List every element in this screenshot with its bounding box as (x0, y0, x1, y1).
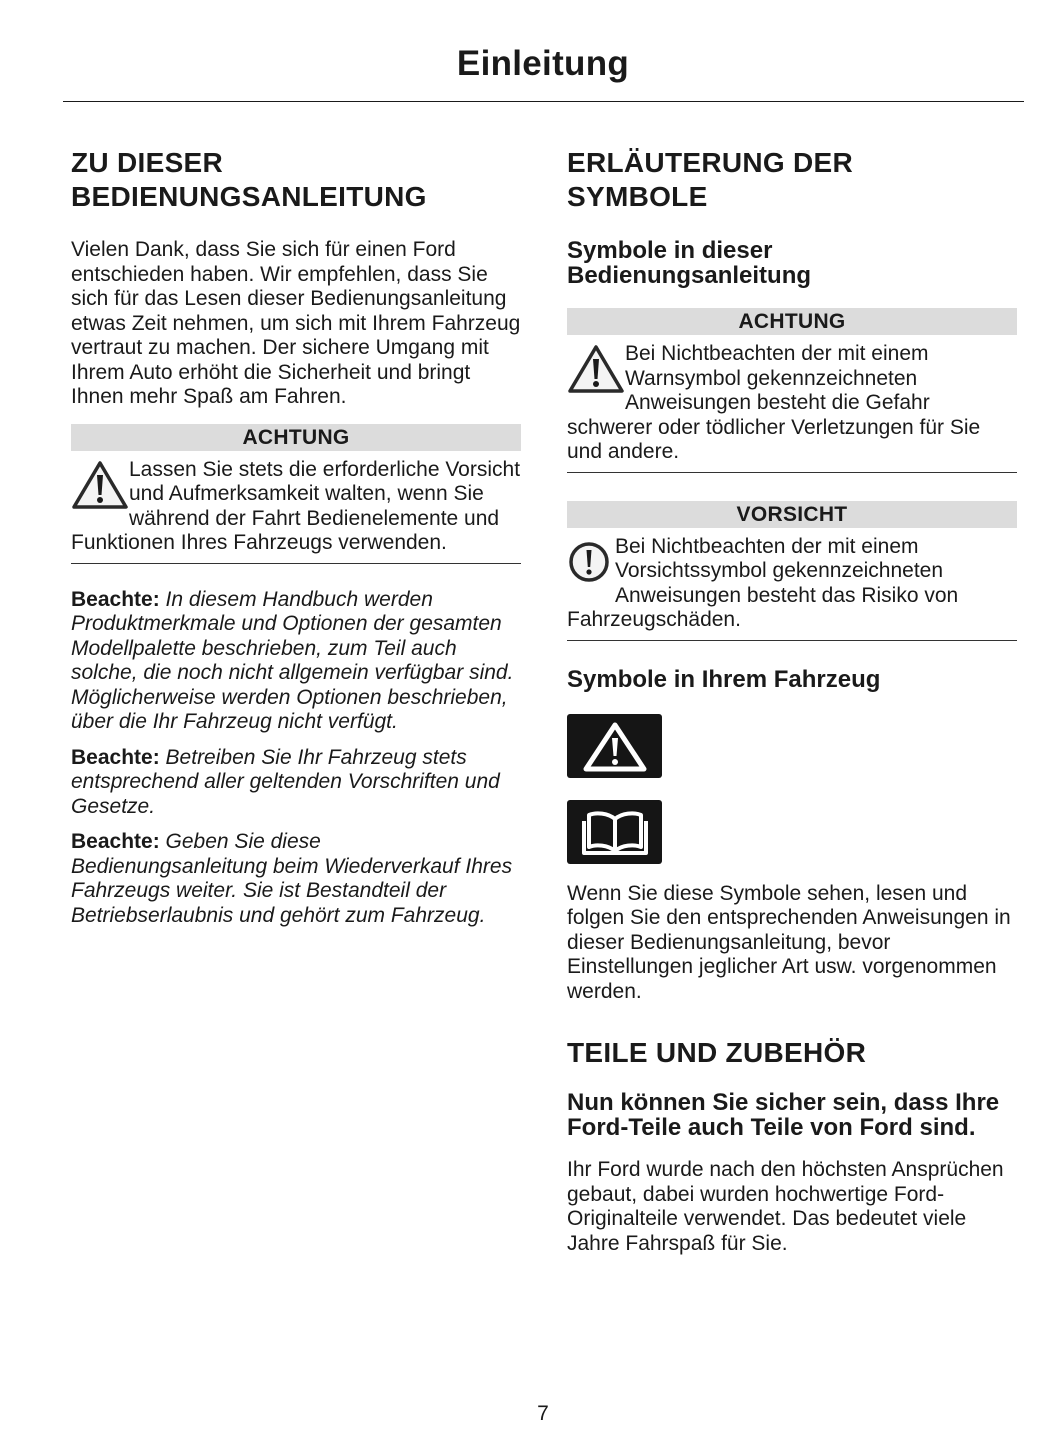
note-text: Geben Sie diese Bedienungsanleitung beim Wiederverkauf Ihres Fahrzeugs weiter. Sie ist Bestandteil der Betriebserlaubnis und gehört zum Fahrzeug. (71, 830, 513, 927)
note-label: Beachte: (71, 830, 160, 853)
title-divider (63, 101, 1024, 102)
warning-triangle-glyph-icon (580, 719, 650, 773)
vehicle-warning-triangle-icon (567, 714, 662, 778)
note-2 (71, 746, 521, 820)
caution-circle-icon (567, 540, 615, 586)
subheading-vehicle-symbols: Symbole in Ihrem Fahrzeug (567, 665, 881, 693)
warning-box-body (71, 451, 521, 564)
note-label: Beachte: (71, 587, 160, 611)
note-label: Beachte: (71, 745, 160, 769)
warning-box-label: ACHTUNG (567, 308, 1017, 335)
page-title: Einleitung (456, 44, 630, 83)
section-heading-about-manual: ZU DIESER BEDIENUNGSANLEITUNG (71, 147, 427, 212)
warning-triangle-icon (567, 343, 625, 395)
vehicle-manual-book-icon (567, 800, 662, 864)
page-number: 7 (537, 1402, 549, 1425)
note-text: Betreiben Sie Ihr Fahrzeug stets entsprechend aller geltenden Vorschriften und Gesetze. (71, 745, 500, 818)
right-column (567, 146, 1017, 1256)
subheading-manual-symbols: Symbole in dieser Bedienungsanleitung (567, 237, 812, 289)
warning-box-text: Bei Nichtbeachten der mit einem Warnsymbol gekennzeichneten Anweisungen besteht die Gefahr schwerer oder tödlicher Verletzungen für Sie und andere. (567, 342, 981, 463)
symbols-paragraph: Wenn Sie diese Symbole sehen, lesen und folgen Sie den entsprechenden Anweisungen in dieser Bedienungsanleitung, bevor Einstellungen jeglicher Art usw. vorgenommen werden. (567, 881, 1011, 1003)
parts-paragraph: Ihr Ford wurde nach den höchsten Ansprüchen gebaut, dabei wurden hochwertige Ford-Originalteile verwendet. Das bedeutet viele Jahre Fahrspaß für Sie. (567, 1158, 1004, 1255)
section-heading-symbols: ERLÄUTERUNG DER SYMBOLE (567, 147, 854, 212)
note-text: In diesem Handbuch werden Produktmerkmale und Optionen der gesamten Modellpalette beschrieben, zum Teil auch solche, die noch nicht allgemein verfügbar sind. Möglicherweise werden Optionen beschrieben, über die Ihr Fahrzeug nicht verfügt. (71, 587, 514, 733)
warning-box (71, 424, 521, 564)
warning-box-label: ACHTUNG (71, 424, 521, 451)
caution-box-body (567, 528, 1017, 641)
intro-paragraph: Vielen Dank, dass Sie sich für einen Ford entschieden haben. Wir empfehlen, dass Sie sich für das Lesen dieser Bedienungsanleitung etwas Zeit nehmen, um sich mit Ihrem Fahrzeug vertraut zu machen. Der sichere Umgang mit Ihrem Auto erhöht die Sicherheit und bringt Ihnen mehr Spaß am Fahren. (71, 238, 521, 408)
subheading-parts: Nun können Sie sicher sein, dass Ihre Ford-Teile auch Teile von Ford sind. (567, 1089, 1000, 1141)
caution-box-text: Bei Nichtbeachten der mit einem Vorsichtssymbol gekennzeichneten Anweisungen besteht das Risiko von Fahrzeugschäden. (567, 534, 959, 631)
section-heading-parts: TEILE UND ZUBEHÖR (567, 1037, 867, 1068)
warning-triangle-icon (71, 459, 129, 511)
caution-box-label: VORSICHT (567, 501, 1017, 528)
open-book-icon (580, 807, 650, 857)
caution-box (567, 501, 1017, 641)
note-3 (71, 830, 521, 928)
warning-box-body (567, 335, 1017, 473)
warning-box (567, 308, 1017, 473)
warning-box-text: Lassen Sie stets die erforderliche Vorsicht und Aufmerksamkeit walten, wenn Sie während der Fahrt Bedienelemente und Funktionen Ihres Fahrzeugs verwenden. (71, 457, 521, 554)
note-1 (71, 588, 521, 735)
left-column (71, 146, 521, 939)
